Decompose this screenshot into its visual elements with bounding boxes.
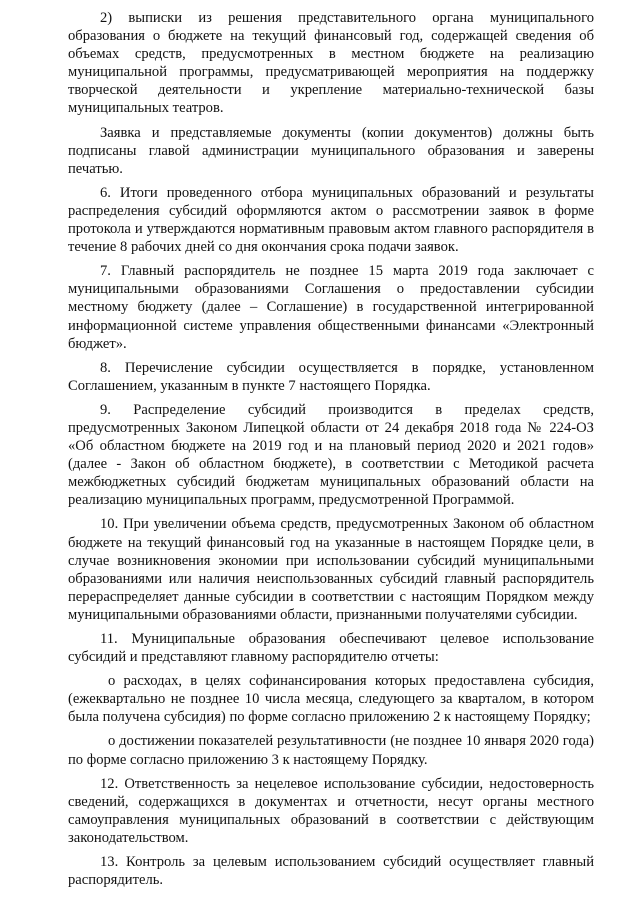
paragraph-7-agreements: 7. Главный распорядитель не позднее 15 марта 2019 года заключает с муниципальными образованиями Соглашения о предоставлении субсидии местному бюджету (далее – Соглашение) в государственной интегрированной информационной системе управления общественными финансами «Электронный бюджет». [68, 263, 594, 352]
paragraph-11-expense-report: о расходах, в целях софинансирования которых предоставлена субсидия, (ежеквартально не позднее 10 числа месяца, следующего за кварталом, в котором была получена субсидия) по форме согласно приложению 2 к настоящему Порядку; [68, 673, 594, 726]
paragraph-12-responsibility: 12. Ответственность за нецелевое использование субсидии, недостоверность сведений, содержащихся в документах и отчетности, несут органы местного самоуправления муниципальных образований в соответствии с действующим законодательством. [68, 775, 594, 846]
paragraph-10-redistribution: 10. При увеличении объема средств, предусмотренных Законом об областном бюджете на текущий финансовый год на указанные в настоящем Порядке цели, в случае возникновения экономии при использовании субсидий муниципальными образованиями или наличия неиспользованных субсидий главный распорядитель перераспределяет данные субсидии в соответствии с настоящим Порядком между муниципальными образованиями области, признанными получателями субсидии. [68, 516, 594, 623]
paragraph-application-signature: Заявка и представляемые документы (копии документов) должны быть подписаны главой администрации муниципального образования и заверены печатью. [68, 124, 594, 177]
paragraph-11-reports: 11. Муниципальные образования обеспечивают целевое использование субсидий и представляют главному распорядителю отчеты: [68, 631, 594, 666]
paragraph-6-selection-results: 6. Итоги проведенного отбора муниципальных образований и результаты распределения субсидий оформляются актом о рассмотрении заявок в форме протокола и утверждаются нормативным правовым актом главного распорядителя в течение 8 рабочих дней со дня окончания срока подачи заявок. [68, 184, 594, 256]
paragraph-11-performance-report: о достижении показателей результативности (не позднее 10 января 2020 года) по форме согласно приложению 3 к настоящему Порядку. [68, 733, 594, 768]
paragraph-13-control: 13. Контроль за целевым использованием субсидий осуществляет главный распорядитель. [68, 854, 594, 889]
paragraph-9-distribution: 9. Распределение субсидий производится в пределах средств, предусмотренных Законом Липецкой области от 24 декабря 2018 года № 224-ОЗ «Об областном бюджете на 2019 год и на плановый период 2020 и 2021 годов» (далее - Закон об областном бюджете), в соответствии с Методикой расчета межбюджетных субсидий бюджетам муниципальных образований области на реализацию муниципальных программ, предусмотренной Программой. [68, 401, 594, 509]
document-body [68, 9, 594, 889]
paragraph-8-transfer: 8. Перечисление субсидии осуществляется в порядке, установленном Соглашением, указанным в пункте 7 настоящего Порядка. [68, 359, 594, 394]
paragraph-item-2-extract: 2) выписки из решения представительного органа муниципального образования о бюджете на текущий финансовый год, содержащей сведения об объемах средств, предусмотренных в местном бюджете на реализацию муниципальной программы, предусматривающей мероприятия на поддержку творческой деятельности и укрепление материально-технической базы муниципальных театров. [68, 10, 594, 117]
